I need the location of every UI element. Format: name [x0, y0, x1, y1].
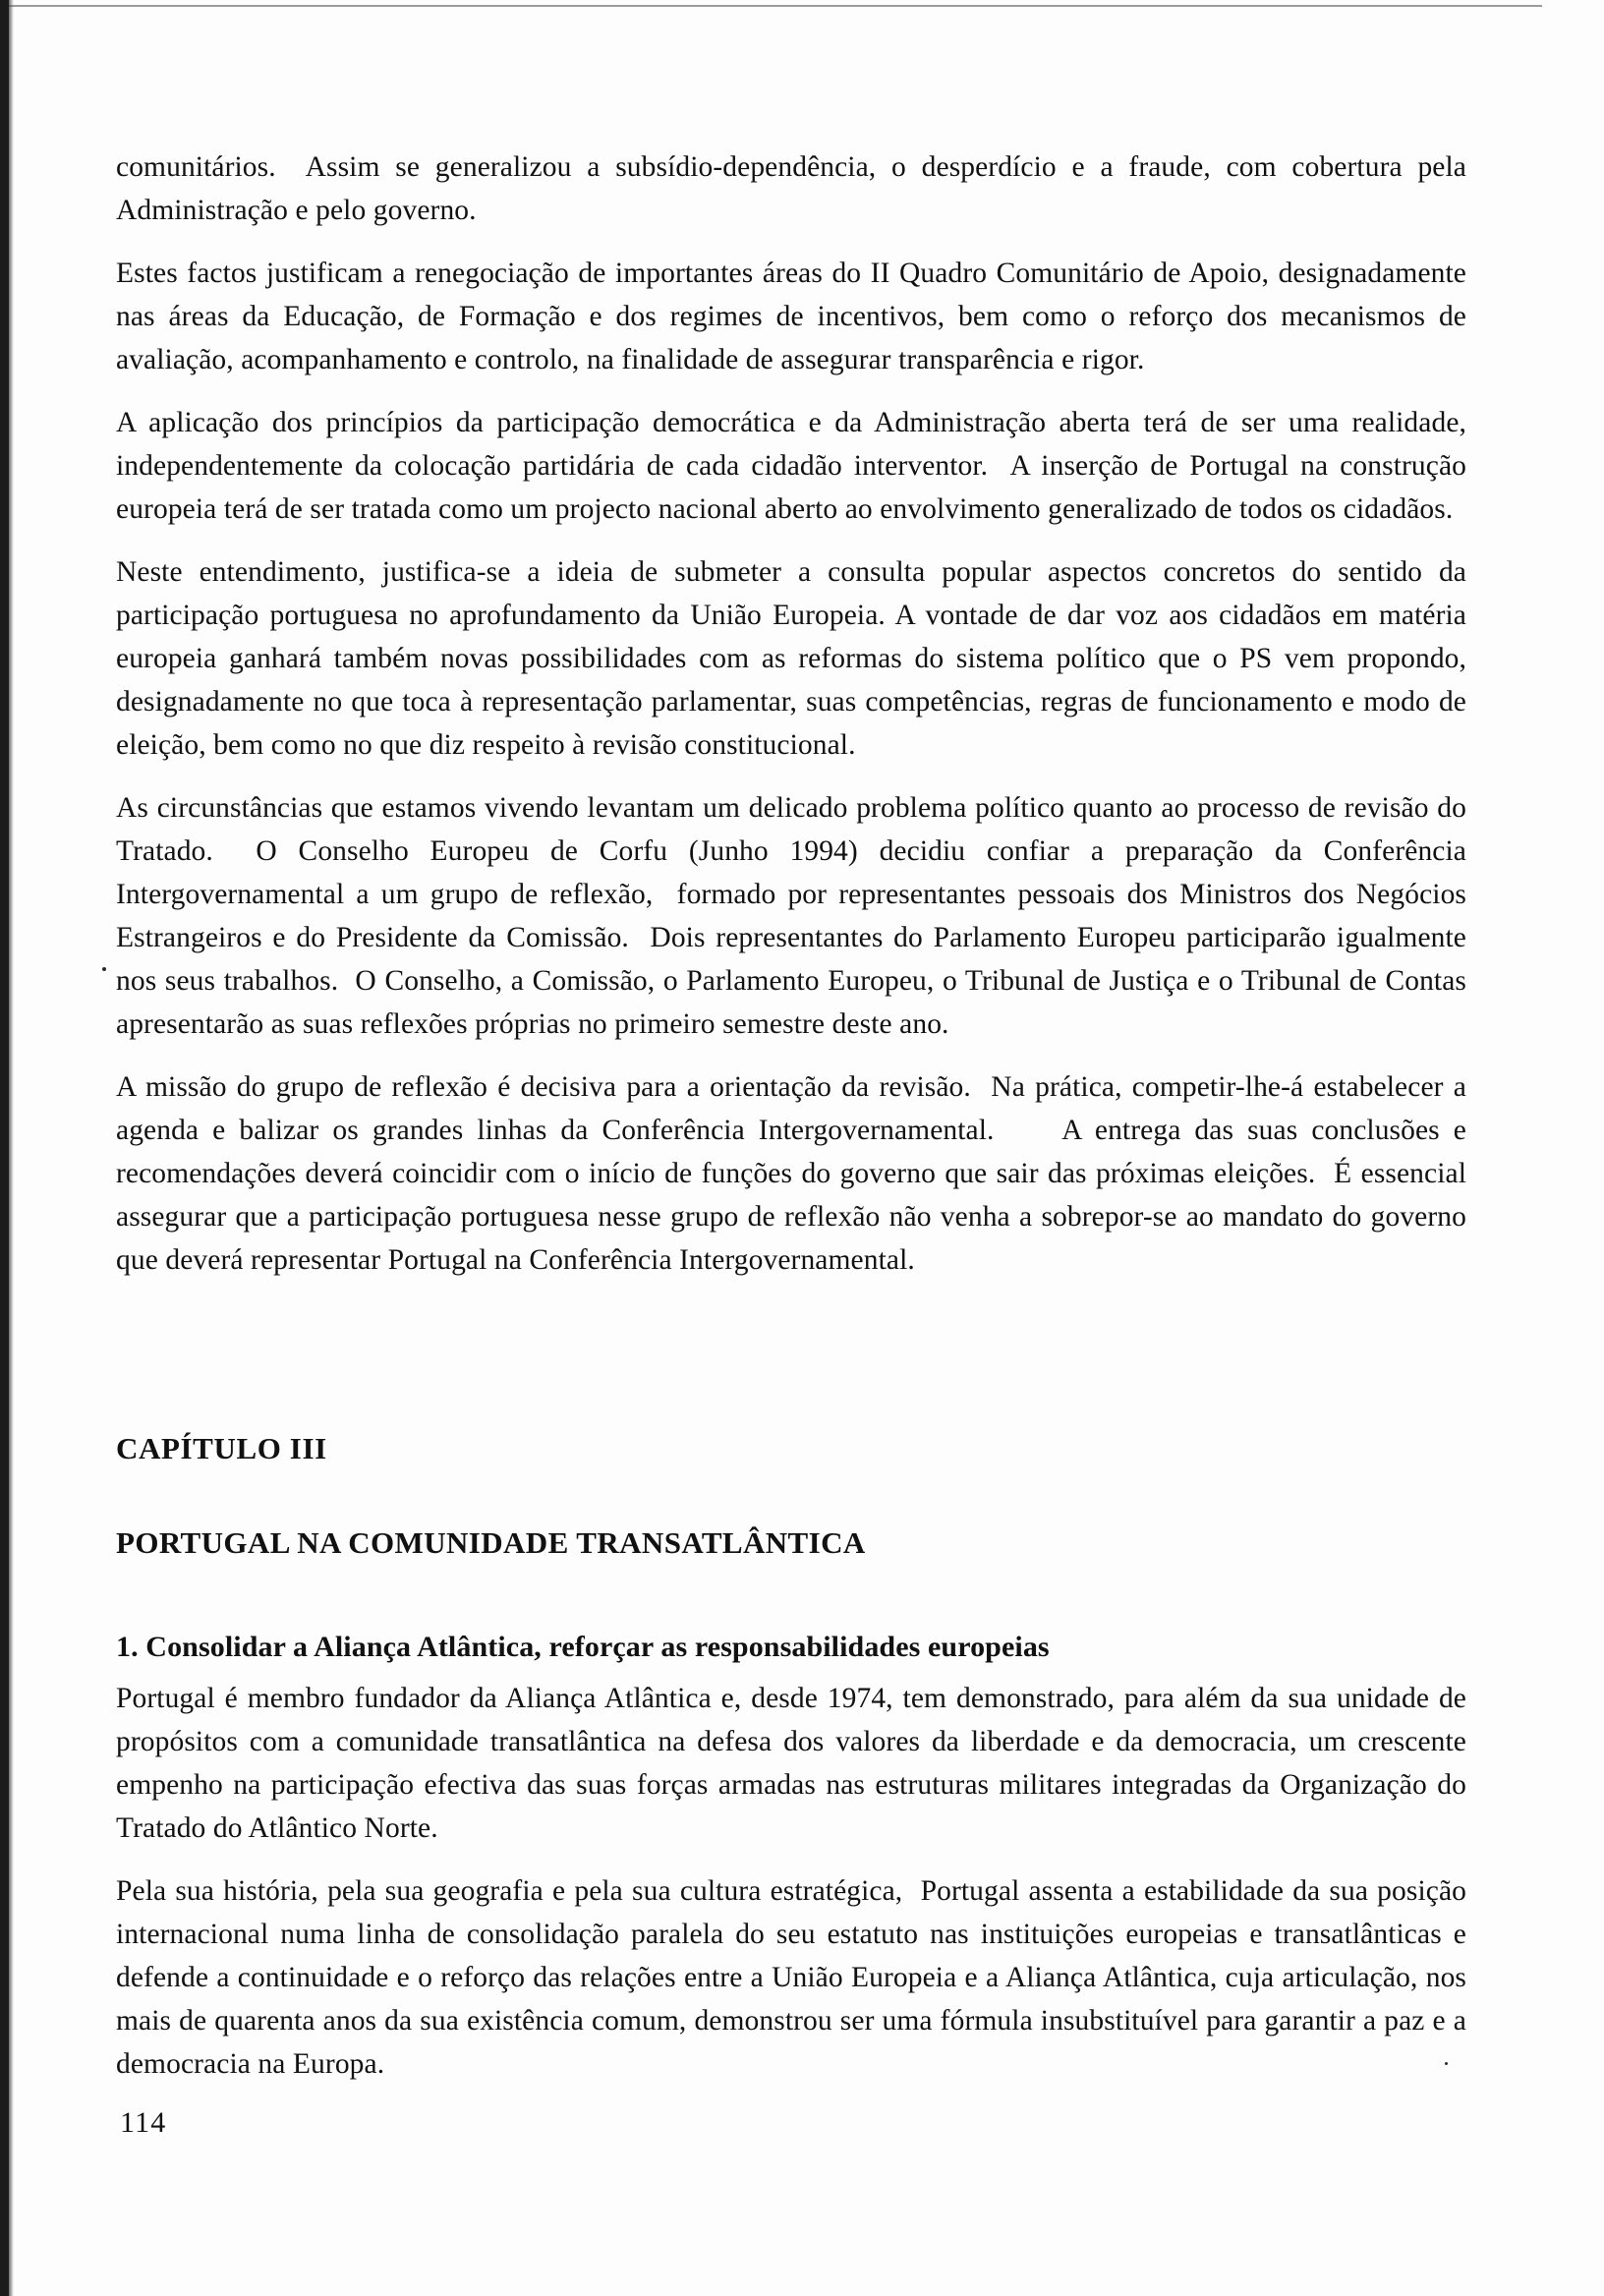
- chapter-label-gap: [116, 1470, 1466, 1521]
- scan-top-rule: [9, 5, 1542, 7]
- body-paragraph-6: A missão do grupo de reflexão é decisiva para a orientação da revisão. Na prática, competir-lhe-á estabelecer a agenda e balizar os grandes linhas da Conferência Intergovernamental. A entrega das suas conclusões e recomendações deverá coincidir com o início de funções do governo que sair das próximas eleições. É essencial assegurar que a participação portuguesa nesse grupo de reflexão não venha a sobrepor-se ao mandato do governo que deverá representar Portugal na Conferência Intergovernamental.: [116, 1071, 1474, 1276]
- scan-binding-shadow: [9, 0, 14, 2296]
- body-paragraph-5: As circunstâncias que estamos vivendo levantam um delicado problema político quanto ao processo de revisão do Tratado. O Conselho Europeu de Corfu (Junho 1994) decidiu confiar a preparação da Conferência Intergovernamental a um grupo de reflexão, formado por representantes pessoais dos Ministros dos Negócios Estrangeiros e do Presidente da Comissão. Dois representantes do Parlamento Europeu participarão igualmente nos seus trabalhos. O Conselho, a Comissão, o Parlamento Europeu, o Tribunal de Justiça e o Tribunal de Contas apresentarão as suas reflexões próprias no primeiro semestre deste ano.: [116, 792, 1474, 1040]
- section-paragraph-2: Pela sua história, pela sua geografia e pela sua cultura estratégica, Portugal assenta a estabilidade da sua posição internacional numa linha de consolidação paralela do seu estatuto nas instituições europeias e transatlânticas e defende a continuidade e o reforço das relações entre a União Europeia e a Aliança Atlântica, cuja articulação, nos mais de quarenta anos da sua existência comum, demonstrou ser uma fórmula insubstituível para garantir a paz e a democracia na Europa.: [116, 1875, 1474, 2080]
- body-paragraph-3: A aplicação dos princípios da participação democrática e da Administração aberta terá de ser uma realidade, independentemente da colocação partidária de cada cidadão interventor. A inserção de Portugal na construção europeia terá de ser tratada como um projecto nacional aberto ao envolvimento generalizado de todos os cidadãos.: [116, 407, 1474, 525]
- section-paragraph-1: Portugal é membro fundador da Aliança Atlântica e, desde 1974, tem demonstrado, para além da sua unidade de propósitos com a comunidade transatlântica na defesa dos valores da liberdade e da democracia, um crescente empenho na participação efectiva das suas forças armadas nas estruturas militares integradas da Organização do Tratado do Atlântico Norte.: [116, 1683, 1474, 1844]
- chapter-title-gap: [116, 1565, 1466, 1626]
- chapter-gap: [116, 1301, 1466, 1427]
- page-text-block: [116, 145, 1474, 2105]
- body-paragraph-1: comunitários. Assim se generalizou a subsídio-dependência, o desperdício e a fraude, com cobertura pela Administração e pelo governo.: [116, 151, 1472, 226]
- scan-speck-left-margin: [102, 967, 106, 971]
- body-paragraph-4: Neste entendimento, justifica-se a ideia de submeter a consulta popular aspectos concretos do sentido da participação portuguesa no aprofundamento da União Europeia. A vontade de dar voz aos cidadãos em matéria europeia ganhará também novas possibilidades com as reformas do sistema político que o PS vem propondo, designadamente no que toca à representação parlamentar, suas competências, regras de funcionamento e modo de eleição, bem como no que diz respeito à revisão constitucional.: [116, 556, 1474, 761]
- chapter-label: CAPÍTULO III: [116, 1431, 327, 1465]
- scan-binding-edge: [0, 0, 9, 2296]
- section-heading-1: 1. Consolidar a Aliança Atlântica, reforçar as responsabilidades europeias: [116, 1631, 1050, 1663]
- page-number: 114: [120, 2106, 167, 2139]
- body-paragraph-2: Estes factos justificam a renegociação de importantes áreas do II Quadro Comunitário de Apoio, designadamente nas áreas da Educação, de Formação e dos regimes de incentivos, bem como o reforço dos mecanismos de avaliação, acompanhamento e controlo, na finalidade de assegurar transparência e rigor.: [116, 258, 1474, 375]
- section-heading-gap: [116, 1669, 1466, 1677]
- chapter-title: PORTUGAL NA COMUNIDADE TRANSATLÂNTICA: [116, 1525, 866, 1560]
